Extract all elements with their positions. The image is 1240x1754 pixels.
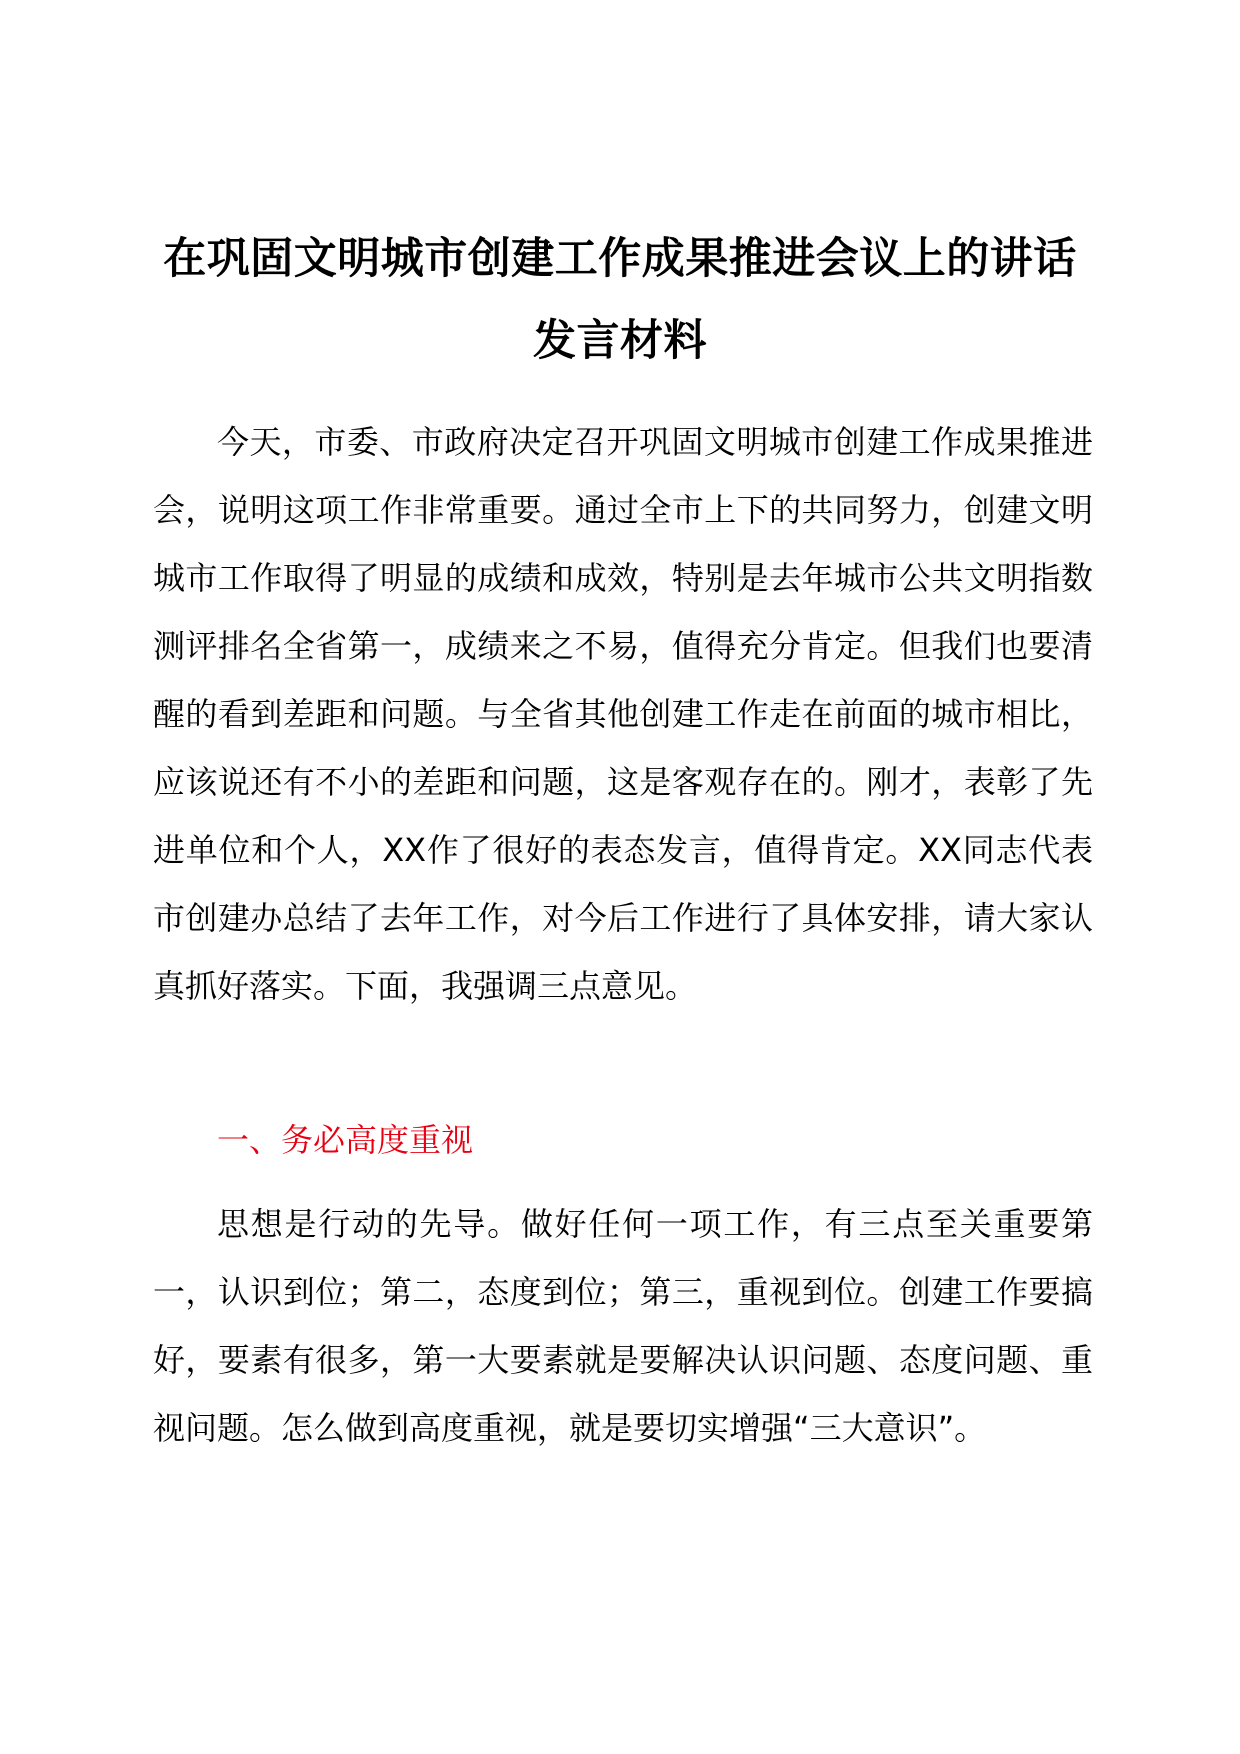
body-paragraph-intro: 今天，市委、市政府决定召开巩固文明城市创建工作成果推进会，说明这项工作非常重要。通过全市上下的共同努力，创建文明城市工作取得了明显的成绩和成效，特别是去年城市公共文明指数测评排名全省第一，成绩来之不易，值得充分肯定。但我们也要清醒的看到差距和问题。与全省其他创建工作走在前面的城市相比，应该说还有不小的差距和问题，这是客观存在的。刚才，表彰了先进单位和个人，XX作了很好的表态发言，值得肯定。XX同志代表市创建办总结了去年工作，对今后工作进行了具体安排，请大家认真抓好落实。下面，我强调三点意见。 bbox=[153, 423, 1093, 1005]
body-paragraph-section-1: 思想是行动的先导。做好任何一项工作，有三点至关重要第一，认识到位；第二，态度到位；第三，重视到位。创建工作要搞好，要素有很多，第一大要素就是要解决认识问题、态度问题、重视问题。怎么做到高度重视，就是要切实增强“三大意识”。 bbox=[153, 1205, 1093, 1447]
section-heading-1: 一、务必高度重视 bbox=[217, 1121, 474, 1159]
document-title: 在巩固文明城市创建工作成果推进会议上的讲话发言材料 bbox=[163, 234, 1077, 366]
